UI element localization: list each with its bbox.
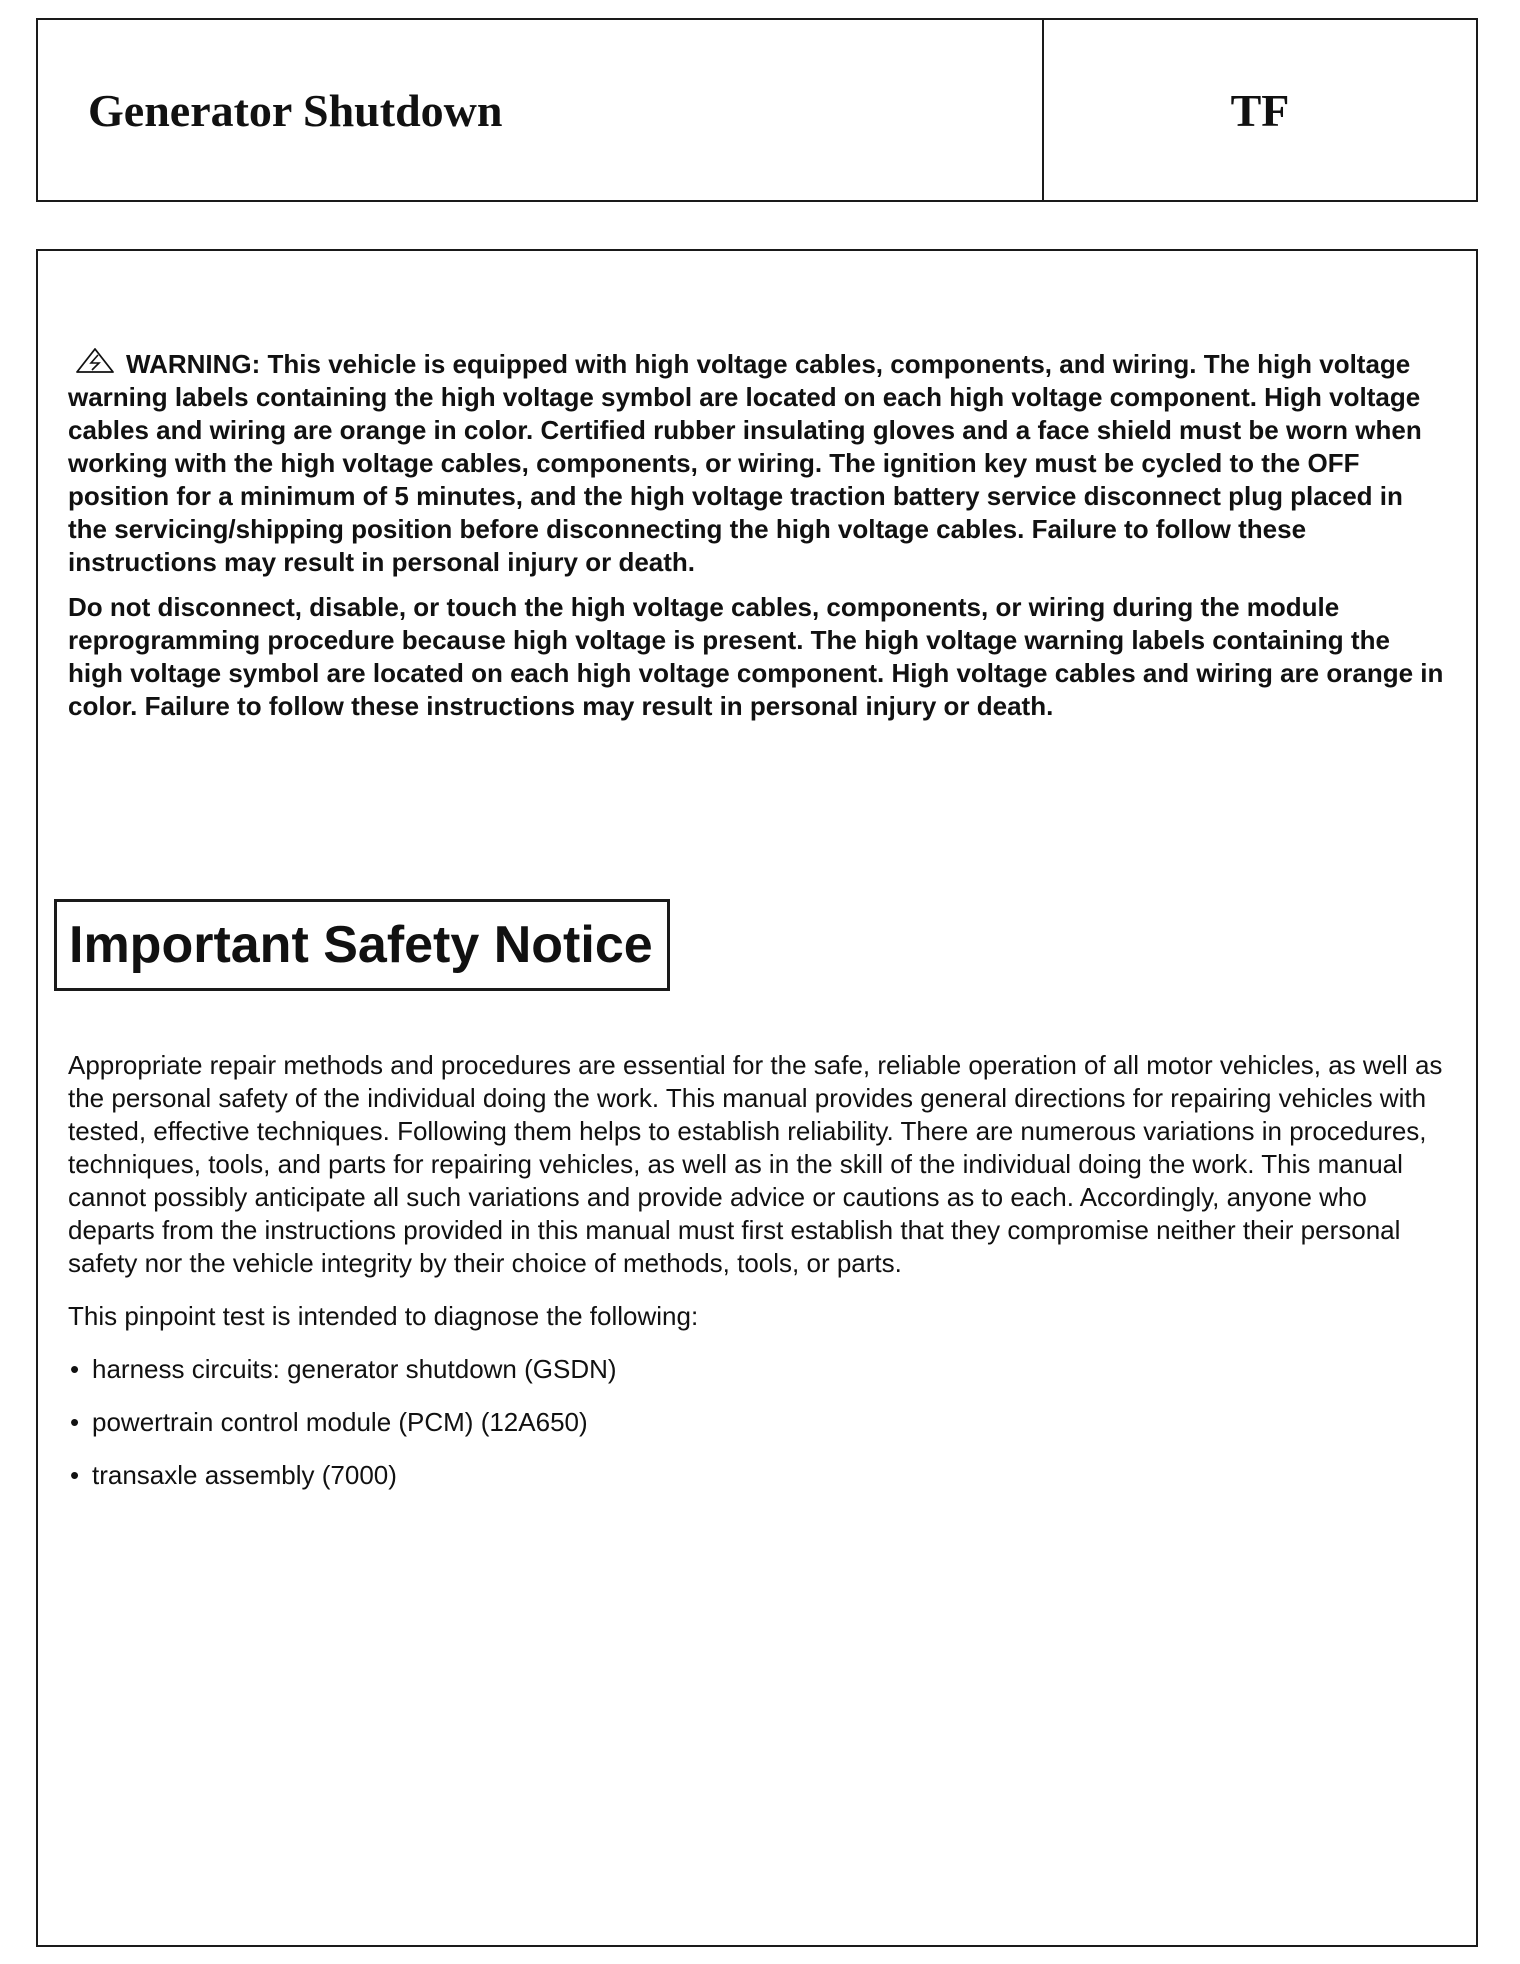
notice-title: Important Safety Notice [69, 916, 653, 974]
list-item: • powertrain control module (PCM) (12A650) [68, 1406, 1458, 1439]
warning-text-1: WARNING: This vehicle is equipped with high voltage cables, components, and wiring. The high voltage warning labels containing the high voltage symbol are located on each high voltage component. High voltage cables and wiring are orange in color. Certified rubber insulating gloves and a face shield must be worn when working with the high voltage cables, components, or wiring. The ignition key must be cycled to the OFF position for a minimum of 5 minutes, and the high voltage traction battery service disconnect plug placed in the servicing/shipping position before disconnecting the high voltage cables. Failure to follow these instructions may result in personal injury or death. [68, 349, 1422, 577]
diagnose-list [68, 1353, 1458, 1492]
list-item: • harness circuits: generator shutdown (GSDN) [68, 1353, 1458, 1386]
warning-block [68, 347, 1448, 735]
header-title-cell [38, 20, 1044, 200]
list-item: • transaxle assembly (7000) [68, 1459, 1458, 1492]
notice-paragraph: Appropriate repair methods and procedures are essential for the safe, reliable operation of all motor vehicles, as well as the personal safety of the individual doing the work. This manual provides general directions for repairing vehicles with tested, effective techniques. Following them helps to establish reliability. There are numerous variations in procedures, techniques, tools, and parts for repairing vehicles, as well as in the skill of the individual doing the work. This manual cannot possibly anticipate all such variations and provide advice or cautions as to each. Accordingly, anyone who departs from the instructions provided in this manual must first establish that they compromise neither their personal safety nor the vehicle integrity by their choice of methods, tools, or parts. [68, 1050, 1443, 1278]
notice-body [68, 1049, 1458, 1512]
content-box [36, 249, 1478, 1947]
pinpoint-intro: This pinpoint test is intended to diagnose the following: [68, 1301, 699, 1331]
high-voltage-warning-icon [74, 347, 116, 375]
notice-title-box [54, 899, 670, 991]
header-box [36, 18, 1478, 202]
page-title: Generator Shutdown [88, 84, 503, 136]
warning-paragraph-1 [68, 347, 1448, 579]
header-code-cell [1044, 20, 1476, 200]
warning-paragraph-2: Do not disconnect, disable, or touch the high voltage cables, components, or wiring during the module reprogramming procedure because high voltage is present. The high voltage warning labels containing the high voltage symbol are located on each high voltage component. High voltage cables and wiring are orange in color. Failure to follow these instructions may result in personal injury or death. [68, 592, 1444, 721]
section-code: TF [1230, 84, 1290, 136]
